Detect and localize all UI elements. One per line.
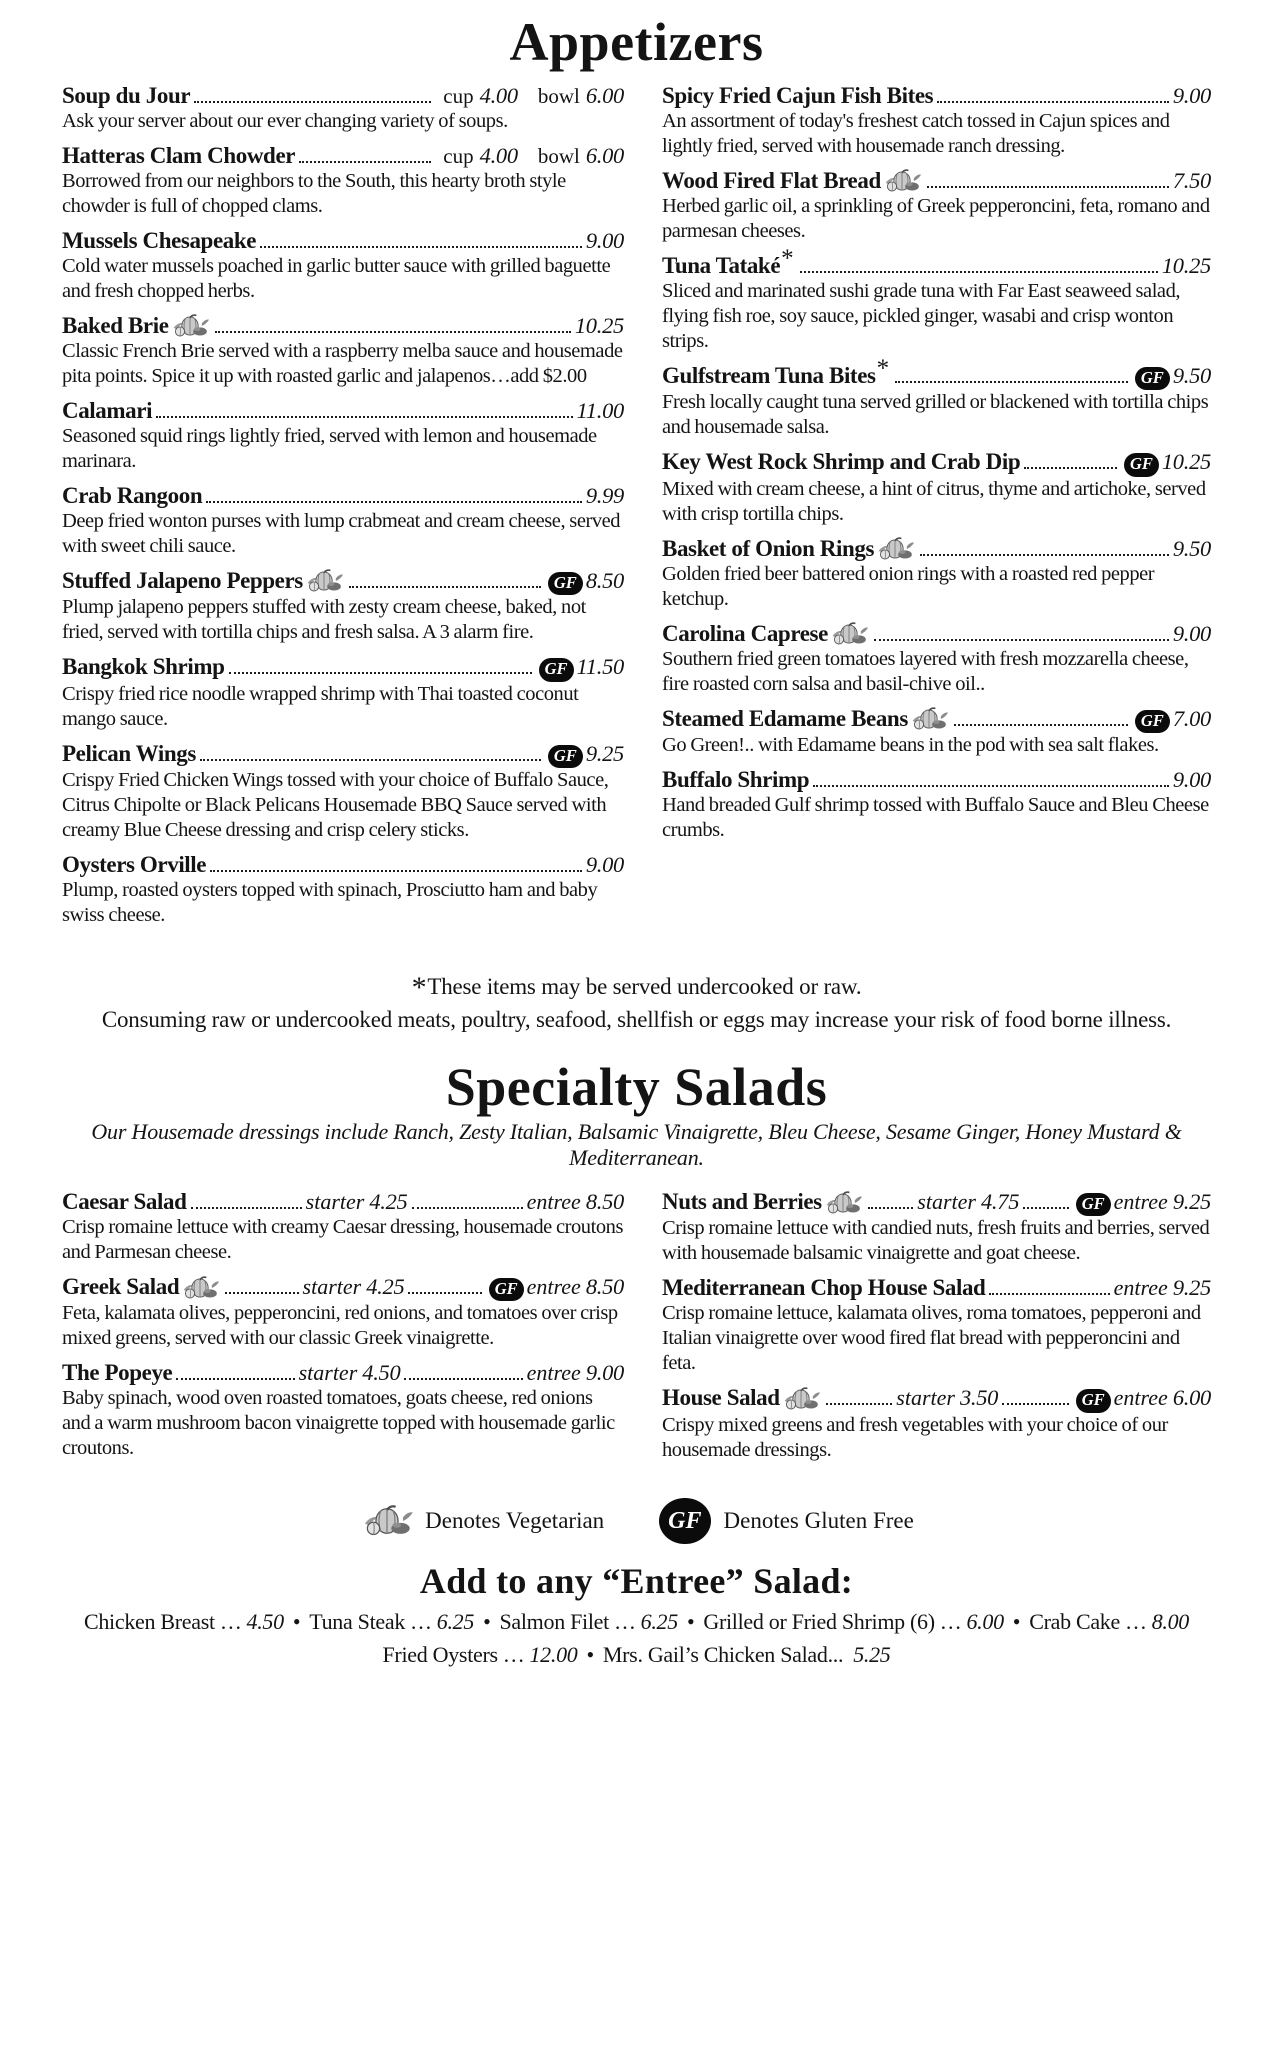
entree-price: 8.50 (585, 1273, 625, 1299)
specialty-salads-title: Specialty Salads (445, 1057, 828, 1118)
item-name: Mediterranean Chop House Salad (662, 1275, 986, 1301)
item-price: 9.00 (585, 227, 624, 253)
dotted-leader (225, 1287, 298, 1294)
starter-price: 4.75 (980, 1188, 1020, 1214)
dotted-leader (800, 266, 1158, 273)
addon-price: 12.00 (529, 1641, 578, 1667)
item-price: 8.50 (585, 567, 624, 593)
starter-price: 3.50 (959, 1385, 999, 1411)
item-description: Borrowed from our neighbors to the South, this hearty broth style chowder is full of chopped clams. (62, 169, 566, 217)
item-price: 10.25 (1161, 252, 1211, 278)
item-description: Crisp romaine lettuce with candied nuts, fresh fruits and berries, served with housemade balsamic vinaigrette and goat cheese. (662, 1217, 1210, 1265)
starter-price: 4.25 (366, 1273, 405, 1299)
salads-columns (62, 1189, 1211, 1472)
item-price: 9.00 (1172, 767, 1211, 793)
item-description: Hand breaded Gulf shrimp tossed with Buffalo Sauce and Bleu Cheese crumbs. (662, 794, 1209, 842)
legend-gluten-free (656, 1498, 914, 1544)
bowl-label: bowl (537, 143, 580, 168)
item-name: Gulfstream Tuna Bites (662, 362, 876, 388)
item-pelican-wings (62, 741, 624, 844)
item-price: 9.25 (585, 740, 624, 766)
addon-price: 8.00 (1151, 1608, 1189, 1634)
item-gulfstream-tuna-bites: Gulfstream Tuna Bites * GF 9.50 Fresh locally caught tuna served grilled or blackened with tortilla chips and housemade salsa. (662, 354, 1211, 439)
item-name: House Salad (662, 1385, 780, 1411)
addon-price: 6.00 (966, 1608, 1004, 1634)
salads-right-column (662, 1189, 1211, 1472)
bullet-separator: • (292, 1608, 301, 1634)
bowl-price: 6.00 (585, 82, 624, 108)
entree-price: 8.50 (585, 1188, 624, 1214)
gluten-free-badge: GF (489, 1278, 524, 1302)
item-spicy-fried-cajun-fish-bites (662, 83, 1211, 159)
entree-price: 9.25 (1172, 1188, 1212, 1214)
item-description: Cold water mussels poached in garlic butter sauce with grilled baguette and fresh chopped herbs. (62, 254, 611, 302)
item-wood-fired-flat-bread (662, 168, 1211, 244)
item-name: The Popeye (62, 1360, 173, 1386)
item-name: Greek Salad (62, 1273, 180, 1299)
item-name: Tuna Tataké (662, 252, 781, 278)
item-steamed-edamame-beans (662, 706, 1211, 759)
starter-price: 4.25 (369, 1188, 408, 1214)
appetizers-left-column (62, 83, 624, 938)
dotted-leader (349, 581, 541, 588)
entree-price: 9.00 (585, 1360, 625, 1386)
item-name: Oysters Orville (62, 852, 207, 878)
cup-price: 4.00 (479, 142, 518, 168)
item-description: Southern fried green tomatoes layered with fresh mozzarella cheese, fire roasted corn salsa and basil-chive oil.. (662, 647, 1189, 695)
addon-separator: … (219, 1608, 242, 1634)
item-description: Feta, kalamata olives, pepperoncini, red onions, and tomatoes over crisp mixed greens, served with our classic Greek vinaigrette. (62, 1302, 618, 1350)
addon-item (309, 1609, 474, 1634)
addon-separator: … (1124, 1608, 1147, 1634)
cup-price: 4.00 (479, 82, 518, 108)
addon-item (383, 1642, 578, 1667)
item-description: Deep fried wonton purses with lump crabmeat and cream cheese, served with sweet chili sauce. (62, 509, 621, 557)
dotted-leader (1024, 462, 1117, 469)
item-price: 9.50 (1172, 362, 1211, 388)
entree-label: entree (526, 1188, 581, 1214)
cup-label: cup (443, 83, 474, 108)
starter-label: starter (298, 1360, 358, 1386)
addon-price: 5.25 (853, 1641, 891, 1667)
item-key-west-rock-shrimp-and-crab-dip (662, 449, 1211, 527)
dotted-leader (813, 780, 1169, 787)
cup-label: cup (443, 143, 474, 168)
item-price: 9.00 (1172, 82, 1211, 108)
dotted-leader (176, 1373, 294, 1380)
addon-separator: … (613, 1608, 636, 1634)
asterisk-mark: * (411, 971, 427, 1005)
item-name: Carolina Caprese (662, 620, 828, 646)
item-name: Key West Rock Shrimp and Crab Dip (662, 449, 1021, 475)
raw-food-disclaimer (62, 965, 1211, 1035)
item-mediterranean-chop-house-salad (662, 1275, 1211, 1376)
dotted-leader (210, 865, 582, 872)
item-description: Seasoned squid rings lightly fried, served with lemon and housemade marinara. (62, 424, 597, 472)
dotted-leader (868, 1202, 914, 1209)
item-price: 7.00 (1172, 705, 1211, 731)
addon-item (703, 1609, 1003, 1634)
item-price: 9.00 (1172, 620, 1211, 646)
item-description: Sliced and marinated sushi grade tuna with Far East seaweed salad, flying fish roe, soy sauce, pickled ginger, wasabi and crisp wonton strips. (662, 279, 1181, 352)
dotted-leader (937, 96, 1169, 103)
item-price: 11.50 (576, 654, 624, 680)
item-description: Crisp romaine lettuce, kalamata olives, roma tomatoes, pepperoni and Italian vinaigrette over wood fired flat bread with pepperoncini and feta. (662, 1302, 1201, 1375)
item-description: Baby spinach, wood oven roasted tomatoes, goats cheese, red onions and a warm mushroom bacon vinaigrette topped with housemade garlic croutons. (62, 1387, 615, 1460)
item-description: Plump jalapeno peppers stuffed with zesty cream cheese, baked, not fried, served with tortilla chips and fresh salsa. A 3 alarm fire. (62, 596, 586, 644)
item-name: Pelican Wings (62, 740, 196, 766)
item-name: Baked Brie (62, 312, 169, 338)
item-description: Herbed garlic oil, a sprinkling of Greek pepperoncini, feta, romano and parmesan cheeses. (662, 194, 1210, 242)
item-oysters-orville (62, 852, 624, 928)
item-name: Soup du Jour (62, 82, 191, 108)
addon-item (1029, 1609, 1189, 1634)
dotted-leader (989, 1288, 1109, 1295)
starter-price: 4.50 (362, 1360, 401, 1386)
dotted-leader (1023, 1202, 1069, 1209)
item-description: Mixed with cream cheese, a hint of citrus, thyme and artichoke, served with crisp tortilla chips. (662, 477, 1206, 525)
item-carolina-caprese (662, 621, 1211, 697)
gluten-free-badge: GF (1135, 710, 1170, 734)
vegetarian-icon (909, 707, 949, 731)
item-description: Fresh locally caught tuna served grilled or blackened with tortilla chips and housemade salsa. (662, 391, 1209, 439)
vegetarian-icon (360, 1505, 414, 1537)
addon-separator: … (502, 1641, 525, 1667)
disclaimer-line-2: Consuming raw or undercooked meats, poultry, seafood, shellfish or eggs may increase your risk of food borne illness. (101, 1006, 1172, 1032)
gluten-free-badge: GF (548, 745, 583, 769)
addon-name: Fried Oysters (382, 1641, 498, 1667)
bullet-separator: • (686, 1608, 695, 1634)
dotted-leader (194, 96, 431, 103)
addon-separator: … (410, 1608, 432, 1634)
item-name: Buffalo Shrimp (662, 767, 810, 793)
vegetarian-icon (829, 622, 869, 646)
disclaimer-line-1: *These items may be served undercooked or raw. (411, 971, 862, 1005)
dotted-leader (874, 634, 1169, 641)
appetizers-columns (62, 83, 1211, 938)
item-description: Plump, roasted oysters topped with spinach, Prosciutto ham and baby swiss cheese. (62, 879, 598, 927)
dotted-leader (895, 376, 1128, 383)
item-description: Go Green!.. with Edamame beans in the pod with sea salt flakes. (662, 734, 1159, 757)
vegetarian-icon (823, 1191, 863, 1215)
vegetarian-icon (781, 1387, 821, 1411)
item-name: Spicy Fried Cajun Fish Bites (662, 82, 934, 108)
dotted-leader (920, 549, 1169, 556)
entree-label: entree (1113, 1275, 1168, 1301)
item-name: Calamari (62, 397, 153, 423)
item-name: Bangkok Shrimp (62, 654, 225, 680)
item-bangkok-shrimp (62, 654, 624, 732)
salads-left-column (62, 1189, 624, 1472)
dotted-leader (191, 1202, 302, 1209)
vegetarian-icon (170, 314, 210, 338)
dressings-note: Our Housemade dressings include Ranch, Zesty Italian, Balsamic Vinaigrette, Bleu Cheese, Sesame Ginger, Honey Mustard & Mediterranean. (91, 1118, 1182, 1170)
item-description: Ask your server about our ever changing variety of soups. (62, 109, 508, 132)
appetizers-right-column (662, 83, 1211, 938)
dotted-leader (299, 156, 431, 163)
addon-name: Crab Cake (1029, 1608, 1120, 1634)
addon-name: Chicken Breast (83, 1608, 215, 1634)
item-name: Steamed Edamame Beans (662, 705, 908, 731)
item-mussels-chesapeake (62, 228, 624, 304)
gluten-free-badge: GF (1124, 453, 1159, 477)
item-hatteras-clam-chowder (62, 143, 624, 219)
item-price: 9.99 (585, 482, 624, 508)
item-name: Basket of Onion Rings (662, 535, 875, 561)
item-name: Stuffed Jalapeno Peppers (62, 567, 303, 593)
item-caesar-salad (62, 1189, 624, 1265)
addon-price: 6.25 (436, 1608, 475, 1634)
entree-label: entree (526, 1273, 581, 1299)
item-house-salad (662, 1385, 1211, 1463)
bullet-separator: • (586, 1641, 594, 1667)
entree-label: entree (1113, 1188, 1168, 1214)
vegetarian-icon (304, 569, 344, 593)
dotted-leader (412, 1202, 523, 1209)
entree-label: entree (526, 1360, 581, 1386)
dotted-leader (927, 181, 1169, 188)
item-price: 10.25 (1161, 449, 1211, 475)
dotted-leader (156, 411, 572, 418)
item-price: 9.00 (585, 852, 624, 878)
item-description: Crispy fried rice noodle wrapped shrimp with Thai toasted coconut mango sauce. (62, 682, 579, 730)
gluten-free-badge: GF (548, 572, 583, 596)
item-price: 7.50 (1172, 167, 1211, 193)
vegetarian-icon (180, 1276, 220, 1300)
dotted-leader (200, 754, 541, 761)
addon-price: 6.25 (640, 1608, 678, 1634)
dotted-leader (408, 1287, 481, 1294)
dotted-leader (260, 241, 582, 248)
item-name: Hatteras Clam Chowder (62, 142, 296, 168)
item-description: Crispy Fried Chicken Wings tossed with your choice of Buffalo Sauce, Citrus Chipolte or Black Pelicans Housemade BBQ Sauce served with creamy Blue Cheese dressing and crisp celery sticks. (62, 769, 609, 842)
addon-name: Grilled or Fried Shrimp (6) (703, 1608, 935, 1634)
item-tuna-tatake: Tuna Tataké * 10.25 Sliced and marinated sushi grade tuna with Far East seaweed salad, flying fish roe, soy sauce, pickled ginger, wasabi and crisp wonton strips. (662, 244, 1211, 352)
addon-price: 4.50 (246, 1608, 284, 1634)
item-name: Caesar Salad (62, 1188, 187, 1214)
item-crab-rangoon (62, 483, 624, 559)
item-basket-of-onion-rings (662, 536, 1211, 612)
gluten-free-badge: GF (1135, 367, 1170, 391)
addon-name: Salmon Filet (499, 1608, 609, 1634)
legend-row (62, 1498, 1211, 1544)
item-name: Mussels Chesapeake (62, 227, 257, 253)
dotted-leader (826, 1398, 893, 1405)
starter-label: starter (896, 1385, 955, 1411)
starter-label: starter (305, 1188, 365, 1214)
item-description: An assortment of today's freshest catch tossed in Cajun spices and lightly fried, served with housemade ranch dressing. (662, 109, 1170, 157)
item-name: Crab Rangoon (62, 482, 203, 508)
dotted-leader (1002, 1398, 1069, 1405)
addons-line-1 (62, 1609, 1211, 1635)
gluten-free-badge: GF (1076, 1193, 1111, 1217)
addon-item (84, 1609, 284, 1634)
gluten-free-badge: GF (659, 1498, 710, 1544)
bullet-separator: • (483, 1608, 491, 1634)
vegetarian-icon (875, 537, 915, 561)
legend-vegetarian-label: Denotes Vegetarian (425, 1507, 605, 1533)
entree-label: entree (1113, 1385, 1168, 1411)
gluten-free-badge: GF (539, 658, 574, 682)
appetizers-title: Appetizers (509, 12, 764, 72)
gluten-free-badge: GF (1076, 1389, 1111, 1413)
item-calamari (62, 398, 624, 474)
item-name: Wood Fired Flat Bread (662, 167, 881, 193)
bowl-price: 6.00 (585, 142, 624, 168)
item-price: 9.50 (1172, 535, 1211, 561)
dotted-leader (229, 667, 532, 674)
dotted-leader (215, 326, 571, 333)
item-stuffed-jalapeno-peppers (62, 568, 624, 646)
dotted-leader (404, 1373, 522, 1380)
entree-price: 9.25 (1172, 1275, 1211, 1301)
dotted-leader (206, 496, 582, 503)
item-description: Classic French Brie served with a raspberry melba sauce and housemade pita points. Spice it up with roasted garlic and jalapenos…add $2.00 (62, 339, 623, 387)
item-name: Nuts and Berries (662, 1188, 822, 1214)
item-description: Golden fried beer battered onion rings with a roasted red pepper ketchup. (662, 562, 1155, 610)
bowl-label: bowl (537, 83, 580, 108)
legend-vegetarian (359, 1505, 604, 1537)
item-baked-brie (62, 313, 624, 389)
addon-item (499, 1609, 677, 1634)
item-the-popeye (62, 1360, 624, 1461)
item-nuts-and-berries (662, 1189, 1211, 1267)
addons-line-2 (62, 1642, 1211, 1668)
dotted-leader (954, 719, 1128, 726)
item-greek-salad (62, 1274, 624, 1352)
item-price: 11.00 (576, 397, 624, 423)
addon-name: Mrs. Gail’s Chicken Salad... (602, 1641, 844, 1667)
item-price: 10.25 (574, 312, 624, 338)
starter-label: starter (917, 1188, 976, 1214)
entree-price: 6.00 (1172, 1385, 1211, 1411)
starter-label: starter (302, 1273, 362, 1299)
addons-title: Add to any “Entree” Salad: (419, 1560, 854, 1601)
legend-gluten-free-label: Denotes Gluten Free (723, 1507, 914, 1533)
addon-item (603, 1642, 891, 1667)
item-description: Crisp romaine lettuce with creamy Caesar dressing, housemade croutons and Parmesan cheese. (62, 1215, 623, 1263)
vegetarian-icon (882, 169, 922, 193)
addon-separator: … (939, 1608, 962, 1634)
item-buffalo-shrimp (662, 767, 1211, 843)
item-soup-du-jour (62, 83, 624, 134)
addon-name: Tuna Steak (309, 1608, 406, 1634)
bullet-separator: • (1012, 1608, 1021, 1634)
item-description: Crispy mixed greens and fresh vegetables with your choice of our housemade dressings. (662, 1413, 1168, 1461)
